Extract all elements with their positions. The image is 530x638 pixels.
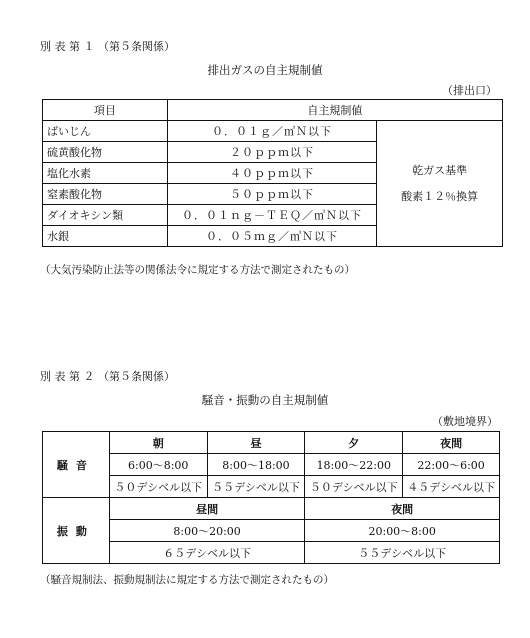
emission-value: ４０ｐｐｍ以下 bbox=[167, 163, 377, 184]
noise-time: 22:00～6:00 bbox=[403, 454, 500, 476]
noise-limit: ４５デシベル以下 bbox=[403, 476, 500, 498]
vibration-limit: ５５デシベル以下 bbox=[305, 542, 500, 564]
emission-item: 窒素酸化物 bbox=[43, 184, 168, 205]
vibration-time: 8:00～20:00 bbox=[109, 520, 305, 542]
col-header-item: 項目 bbox=[43, 100, 168, 121]
table1-section-heading: 別 表 第 １ （第５条関係） bbox=[40, 40, 175, 53]
vibration-label: 振動 bbox=[43, 498, 110, 564]
table2-note: （騒音規制法、振動規制法に規定する方法で測定されたもの） bbox=[40, 574, 334, 586]
vibration-period-daytime: 昼間 bbox=[109, 498, 305, 520]
table2-location-label: （敷地境界） bbox=[432, 415, 498, 428]
noise-time: 8:00～18:00 bbox=[207, 454, 305, 476]
emission-table-header bbox=[43, 100, 503, 121]
emission-value: ５０ｐｐｍ以下 bbox=[167, 184, 377, 205]
emission-item: ばいじん bbox=[43, 121, 168, 142]
condition-oxygen: 酸素１２％換算 bbox=[401, 189, 479, 203]
noise-period-row bbox=[43, 432, 500, 454]
noise-label: 騒音 bbox=[43, 432, 110, 498]
noise-time-row bbox=[43, 454, 500, 476]
table-row bbox=[43, 121, 503, 142]
condition-dry-gas: 乾ガス基準 bbox=[412, 163, 468, 177]
noise-limit-row bbox=[43, 476, 500, 498]
vibration-time: 20:00～8:00 bbox=[305, 520, 500, 542]
emission-item: ダイオキシン類 bbox=[43, 205, 168, 226]
noise-period-night: 夜間 bbox=[403, 432, 500, 454]
emission-value: ０．０１ｎｇ－ＴＥＱ／㎥Ｎ以下 bbox=[167, 205, 377, 226]
vibration-limit-row bbox=[43, 542, 500, 564]
emission-item: 塩化水素 bbox=[43, 163, 168, 184]
vibration-period-night: 夜間 bbox=[305, 498, 500, 520]
noise-period-evening: 夕 bbox=[305, 432, 403, 454]
measurement-condition bbox=[377, 121, 503, 247]
emission-item: 硫黄酸化物 bbox=[43, 142, 168, 163]
noise-time: 6:00～8:00 bbox=[109, 454, 207, 476]
noise-limit: ５０デシベル以下 bbox=[109, 476, 207, 498]
noise-time: 18:00～22:00 bbox=[305, 454, 403, 476]
vibration-period-row bbox=[43, 498, 500, 520]
noise-vibration-table bbox=[42, 431, 500, 564]
emission-value: ２０ｐｐｍ以下 bbox=[167, 142, 377, 163]
emission-item: 水銀 bbox=[43, 226, 168, 247]
emission-value: ０．０１ｇ／㎥Ｎ以下 bbox=[167, 121, 377, 142]
noise-limit: ５５デシベル以下 bbox=[207, 476, 305, 498]
table1-note: （大気汚染防止法等の関係法令に規定する方法で測定されたもの） bbox=[40, 264, 355, 276]
noise-limit: ５０デシベル以下 bbox=[305, 476, 403, 498]
noise-period-daytime: 昼 bbox=[207, 432, 305, 454]
emission-table bbox=[42, 99, 503, 247]
vibration-limit: ６５デシベル以下 bbox=[109, 542, 305, 564]
table2-section-heading: 別 表 第 ２ （第５条関係） bbox=[40, 370, 175, 383]
noise-period-morning: 朝 bbox=[109, 432, 207, 454]
table1-location-label: （排出口） bbox=[442, 84, 497, 97]
col-header-value: 自主規制値 bbox=[167, 100, 502, 121]
table1-title: 排出ガスの自主規制値 bbox=[207, 63, 323, 77]
emission-value: ０．０５ｍｇ／㎥Ｎ以下 bbox=[167, 226, 377, 247]
table2-title: 騒音・振動の自主規制値 bbox=[201, 393, 329, 407]
vibration-time-row bbox=[43, 520, 500, 542]
